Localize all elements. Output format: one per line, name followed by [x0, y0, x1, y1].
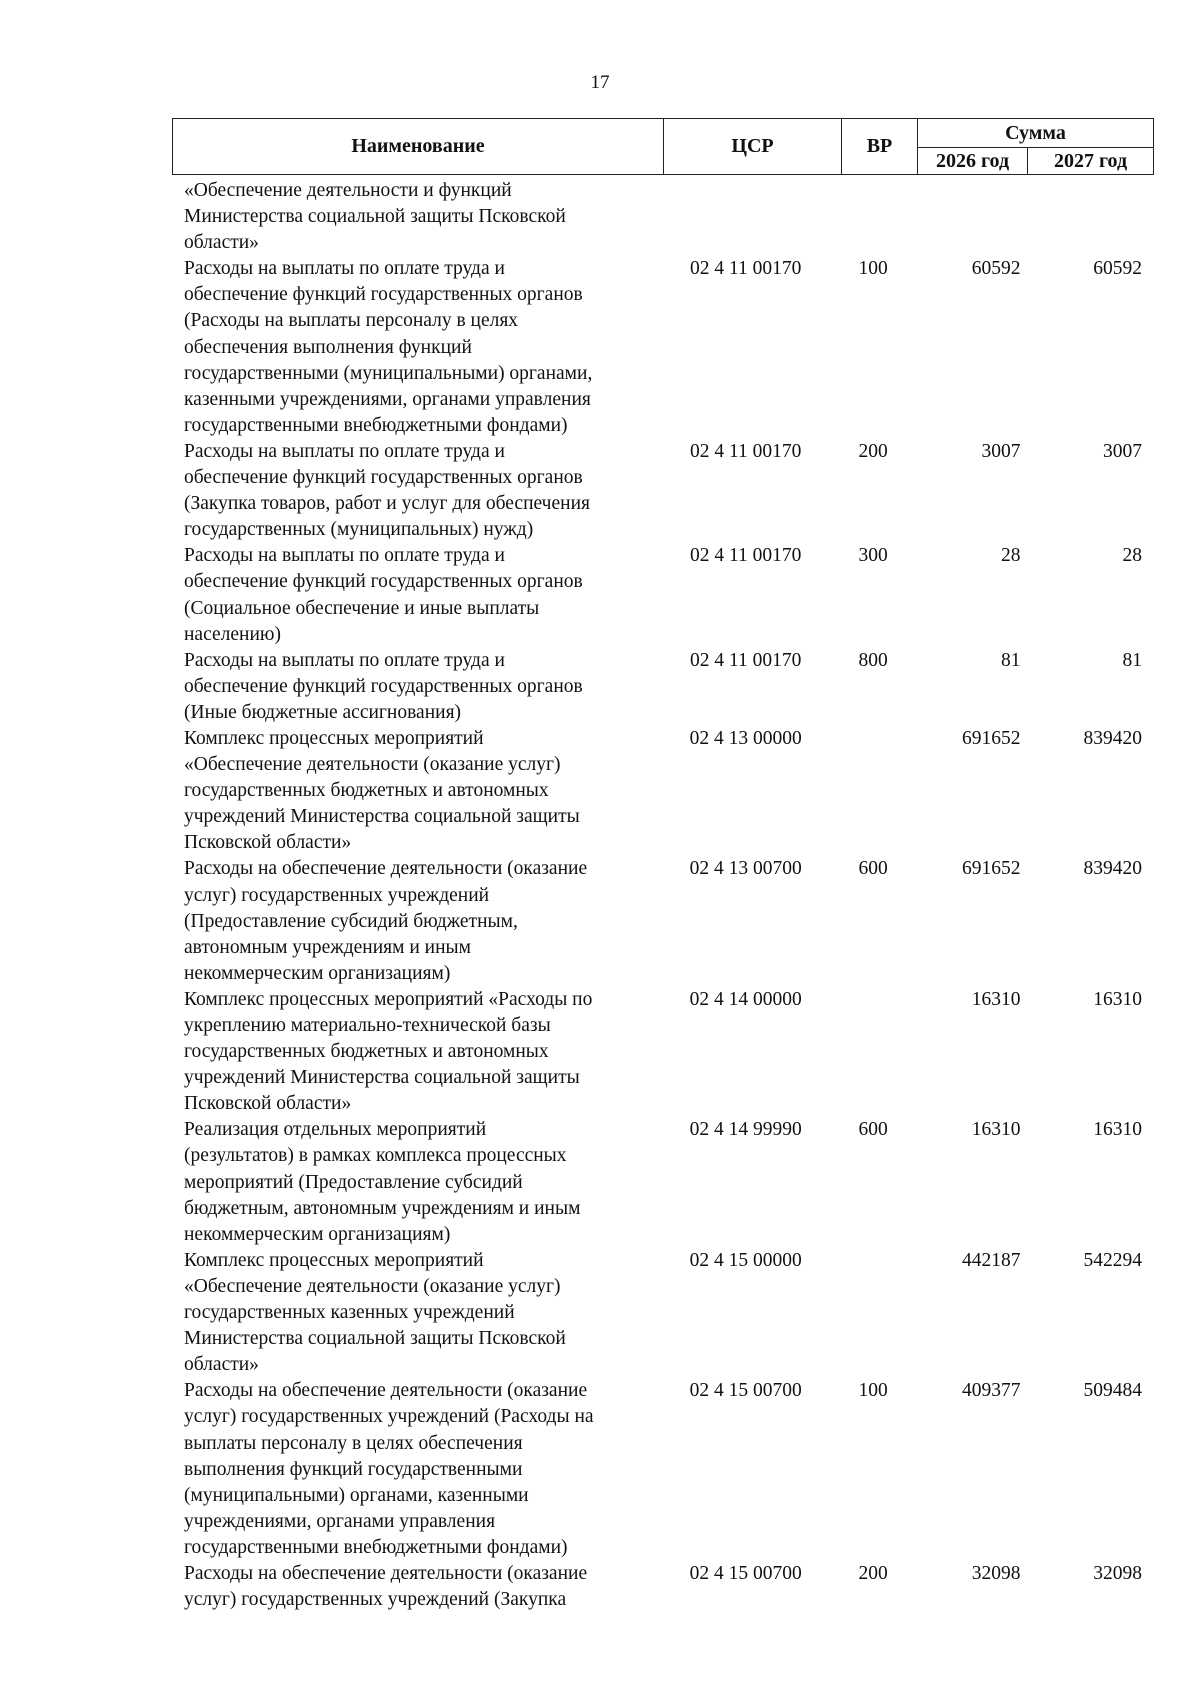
- row-vr: 800: [858, 649, 888, 671]
- row-name: Расходы на обеспечение деятельности (оказание услуг) государственных учреждений (Предоставление субсидий бюджетным, автономным учреждениям и иным некоммерческим организациям): [184, 858, 588, 984]
- row-csr: 02 4 15 00700: [689, 1380, 802, 1402]
- row-name: Комплекс процессных мероприятий «Расходы по укреплению материально-технической базы государственных бюджетных и автономных учреждений Министерства социальной защиты Псковской области»: [184, 988, 593, 1115]
- row-name: «Обеспечение деятельности и функций Министерства социальной защиты Псковской области»: [184, 180, 566, 254]
- row-name: Расходы на выплаты по оплате труда и обеспечение функций государственных органов (Закупка товаров, работ и услуг для обеспечения государственных (муниципальных) нужд): [184, 440, 590, 541]
- table-row: [184, 543, 1154, 647]
- row-vr: 200: [858, 440, 888, 462]
- row-name: Расходы на выплаты по оплате труда и обеспечение функций государственных органов (Расходы на выплаты персоналу в целях обеспечения выполнения функций государственными (муниципальными) органами, казенными учреждениями, органами управления государственными внебюджетными фондами): [184, 258, 593, 436]
- table-row: [184, 987, 1154, 1117]
- row-amount-2026: 32098: [971, 1562, 1021, 1584]
- table-row: [184, 439, 1154, 543]
- row-vr: 600: [858, 858, 888, 880]
- row-csr: 02 4 11 00170: [689, 649, 802, 671]
- row-vr: 100: [858, 1380, 888, 1402]
- row-amount-2026: 28: [1001, 545, 1021, 567]
- table-row: [184, 1117, 1154, 1247]
- row-csr: 02 4 14 00000: [689, 988, 802, 1010]
- table-row: [184, 856, 1154, 986]
- header-year-2026: 2026 год: [918, 148, 1028, 174]
- row-amount-2026: 409377: [962, 1380, 1021, 1402]
- row-csr: 02 4 15 00000: [689, 1249, 802, 1271]
- table-body: [184, 178, 1154, 1613]
- row-amount-2027: 28: [1122, 545, 1143, 567]
- row-amount-2027: 839420: [1083, 727, 1143, 749]
- row-name: Расходы на обеспечение деятельности (оказание услуг) государственных учреждений (Расходы на выплаты персоналу в целях обеспечения выполнения функций государственными (муниципальными) органами, казенными учреждениями, органами управления государственными внебюджетными фондами): [184, 1380, 594, 1558]
- table-row: [184, 726, 1154, 856]
- row-csr: 02 4 13 00700: [689, 858, 802, 880]
- row-name: Расходы на выплаты по оплате труда и обеспечение функций государственных органов (Социальное обеспечение и иные выплаты населению): [184, 545, 583, 645]
- row-amount-2026: 16310: [971, 988, 1021, 1010]
- header-vr: ВР: [842, 119, 918, 174]
- row-amount-2027: 16310: [1093, 988, 1143, 1010]
- table-row: [184, 256, 1154, 439]
- row-amount-2026: 442187: [962, 1249, 1021, 1271]
- row-vr: 200: [858, 1562, 888, 1584]
- header-year-2027: 2027 год: [1053, 149, 1128, 172]
- row-amount-2026: 16310: [971, 1119, 1021, 1141]
- row-name: Реализация отдельных мероприятий (результатов) в рамках комплекса процессных мероприятий (Предоставление субсидий бюджетным, автономным учреждениям и иным некоммерческим организациям): [184, 1119, 581, 1245]
- row-csr: 02 4 11 00170: [689, 545, 802, 567]
- row-amount-2027: 32098: [1093, 1562, 1143, 1584]
- row-amount-2026: 81: [1001, 649, 1021, 671]
- row-name: Комплекс процессных мероприятий «Обеспечение деятельности (оказание услуг) государственных казенных учреждений Министерства социальной защиты Псковской области»: [184, 1249, 566, 1376]
- row-name: Расходы на обеспечение деятельности (оказание услуг) государственных учреждений (Закупка: [184, 1562, 588, 1611]
- header-name: Наименование: [173, 119, 664, 174]
- table-row: [184, 1561, 1154, 1613]
- row-csr: 02 4 14 99990: [689, 1119, 802, 1141]
- page-number: 17: [590, 72, 610, 93]
- row-amount-2027: 839420: [1083, 858, 1143, 880]
- row-amount-2026: 60592: [971, 258, 1021, 280]
- table-header: [172, 118, 1154, 175]
- table-row: [184, 648, 1154, 726]
- row-name: Расходы на выплаты по оплате труда и обеспечение функций государственных органов (Иные бюджетные ассигнования): [184, 649, 583, 723]
- row-amount-2026: 691652: [962, 727, 1021, 749]
- header-sum: Сумма: [918, 119, 1153, 148]
- row-amount-2026: 3007: [981, 440, 1021, 462]
- table-row: [184, 1378, 1154, 1561]
- header-csr: ЦСР: [664, 119, 842, 174]
- row-csr: 02 4 15 00700: [689, 1562, 802, 1584]
- row-amount-2026: 691652: [962, 858, 1021, 880]
- row-amount-2027: 3007: [1103, 440, 1143, 462]
- row-amount-2027: 81: [1122, 649, 1143, 671]
- row-vr: 300: [858, 545, 888, 567]
- row-amount-2027: 16310: [1093, 1119, 1143, 1141]
- row-csr: 02 4 11 00170: [689, 440, 802, 462]
- row-amount-2027: 60592: [1093, 258, 1143, 280]
- table-row: [184, 1248, 1154, 1378]
- table-row: [184, 178, 1154, 256]
- row-amount-2027: 509484: [1083, 1380, 1143, 1402]
- row-vr: 100: [858, 258, 888, 280]
- row-csr: 02 4 11 00170: [689, 258, 802, 280]
- row-csr: 02 4 13 00000: [689, 727, 802, 749]
- row-name: Комплекс процессных мероприятий «Обеспечение деятельности (оказание услуг) государственных бюджетных и автономных учреждений Министерства социальной защиты Псковской области»: [184, 727, 580, 854]
- row-vr: 600: [858, 1119, 888, 1141]
- row-amount-2027: 542294: [1083, 1249, 1143, 1271]
